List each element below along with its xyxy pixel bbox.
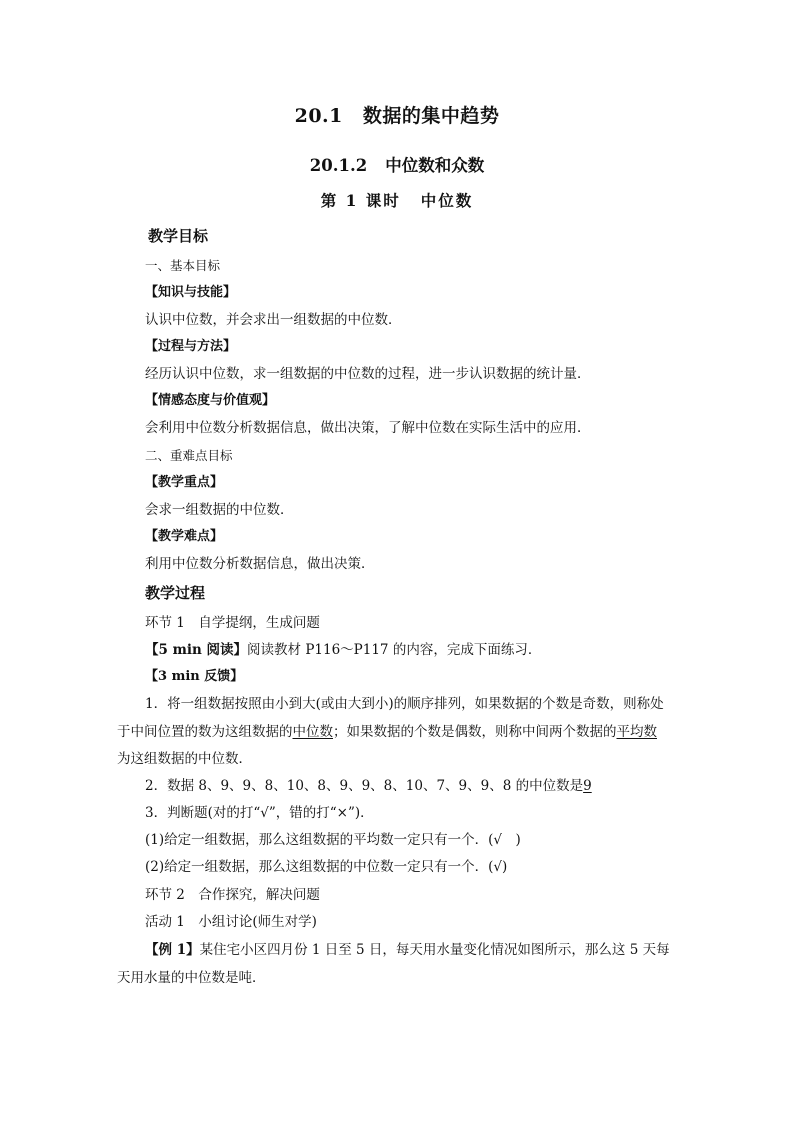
key-goals-heading: 二、重难点目标 [145, 448, 233, 463]
emotion-label: 【情感态度与价值观】 [145, 393, 276, 408]
activity1-heading: 活动 1 小组讨论(师生对学) [145, 914, 317, 930]
question1-text-b: ；如果数据的个数是偶数，则称中间两个数据的 [333, 724, 617, 740]
process-text: 经历认识中位数，求一组数据的中位数的过程，进一步认识数据的统计量． [145, 366, 591, 382]
difficulty-label: 【教学难点】 [145, 529, 224, 544]
process-label: 【过程与方法】 [145, 339, 237, 354]
reading-line [145, 641, 541, 659]
example1-label: 【例 1】 [145, 942, 200, 958]
question1-answer-median: 中位数 [292, 724, 333, 740]
reading-text: 阅读教材 P116～P117 的内容，完成下面练习． [247, 642, 542, 658]
focus-text: 会求一组数据的中位数． [145, 502, 294, 518]
chapter-title-text: 数据的集中趋势 [362, 105, 500, 127]
question3-text: 3．判断题(对的打“√”，错的打“×”)． [145, 805, 374, 821]
difficulty-text: 利用中位数分析数据信息，做出决策． [145, 556, 375, 572]
knowledge-label: 【知识与技能】 [145, 285, 237, 300]
question2-text: 2．数据 8、9、9、8、10、8、9、9、8、10、7、9、9、8 的中位数是 [145, 778, 584, 794]
question3-item1: (1)给定一组数据，那么这组数据的平均数一定只有一个．(√ ) [145, 832, 521, 848]
basic-goals-heading: 一、基本目标 [145, 258, 221, 273]
question2-line [145, 777, 592, 795]
question2-answer: 9 [583, 778, 592, 794]
step1-heading: 环节 1 自学提纲，生成问题 [145, 615, 320, 631]
question1-text-a: 于中间位置的数为这组数据的 [117, 724, 293, 740]
chapter-number: 20.1 [294, 105, 343, 127]
question1-line1: 1．将一组数据按照由小到大(或由大到小)的顺序排列，如果数据的个数是奇数，则称处 [145, 696, 664, 712]
question1-line2 [117, 723, 657, 741]
step2-heading: 环节 2 合作探究，解决问题 [145, 887, 320, 903]
knowledge-text: 认识中位数，并会求出一组数据的中位数． [145, 312, 402, 328]
section-number: 20.1.2 [309, 156, 368, 175]
lesson-title [0, 189, 794, 211]
example1-text-2: 天用水量的中位数是 [117, 970, 239, 986]
example1-text-2-end: 吨． [238, 970, 266, 986]
process-heading: 教学过程 [145, 584, 206, 602]
section-title [0, 152, 794, 176]
example1-line1 [145, 941, 670, 959]
question3-item2: (2)给定一组数据，那么这组数据的中位数一定只有一个．(√) [145, 859, 508, 875]
lesson-number: 第 1 课时 [320, 191, 401, 210]
reading-label: 【5 min 阅读】 [145, 642, 248, 658]
question1-line3: 为这组数据的中位数． [117, 751, 252, 767]
section-title-text: 中位数和众数 [385, 156, 485, 175]
focus-label: 【教学重点】 [145, 475, 224, 490]
example1-text-1: 某住宅小区四月份 1 日至 5 日，每天用水量变化情况如图所示，那么这 5 天每 [199, 942, 670, 958]
question1-answer-mean: 平均数 [616, 724, 657, 740]
example1-line2 [117, 969, 266, 987]
chapter-title [0, 101, 794, 128]
goals-heading: 教学目标 [148, 227, 209, 245]
feedback-label: 【3 min 反馈】 [145, 669, 244, 684]
lesson-title-text: 中位数 [420, 191, 474, 210]
emotion-text: 会利用中位数分析数据信息，做出决策，了解中位数在实际生活中的应用． [145, 420, 591, 436]
